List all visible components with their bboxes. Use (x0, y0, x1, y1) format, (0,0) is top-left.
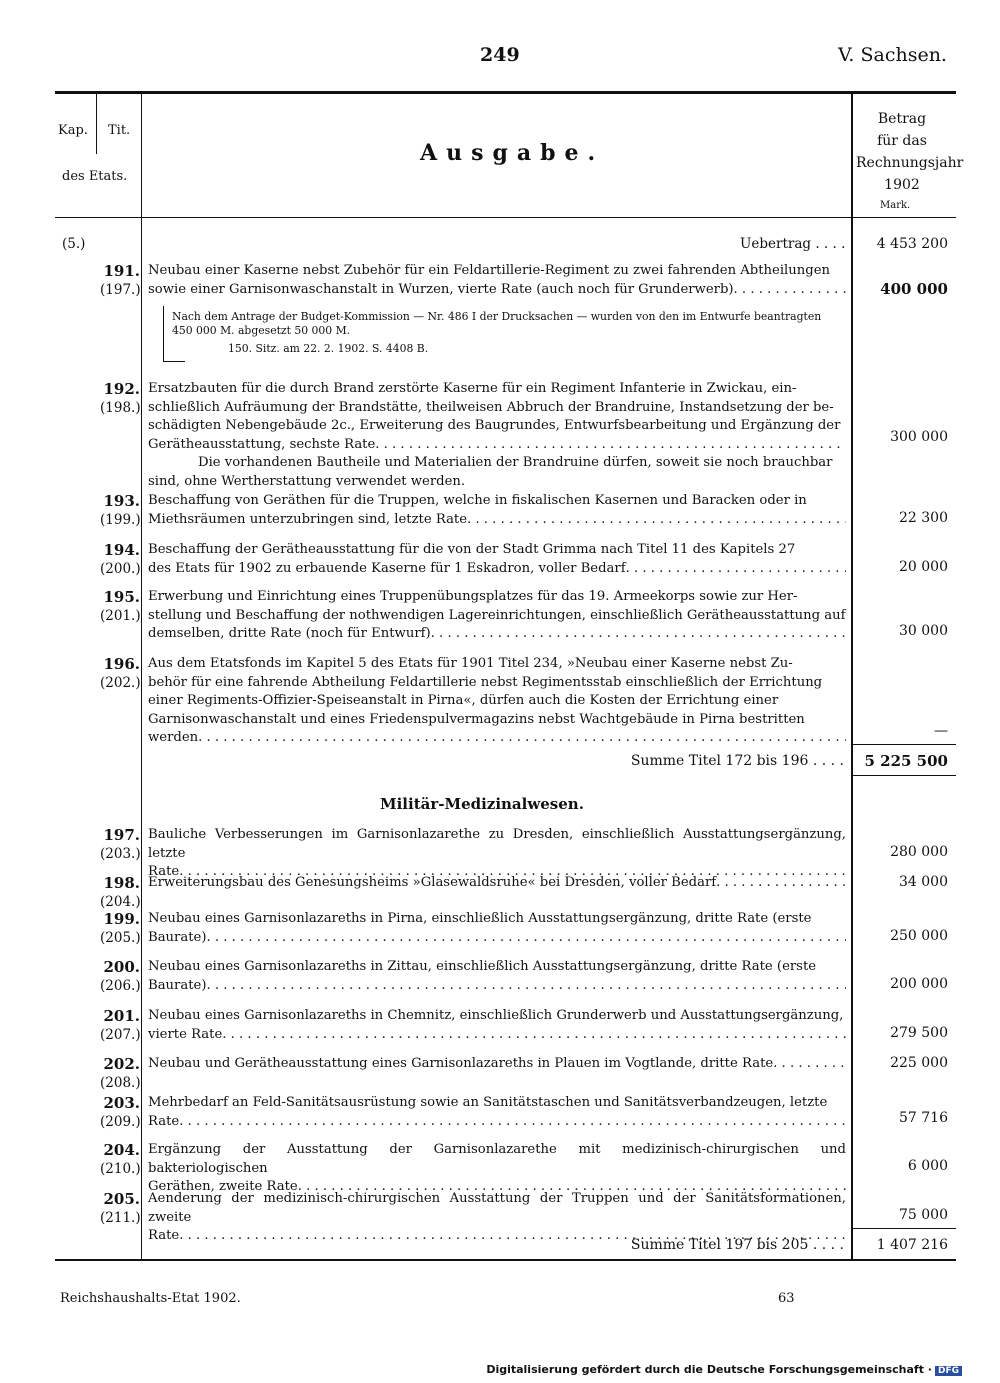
line: Neubau einer Kaserne nebst Zubehör für ein Feldartillerie-Regiment zu zwei fahrenden Abtheilungen (148, 263, 830, 278)
credit-line (486, 1363, 962, 1376)
entry-192-amount: 300 000 (890, 429, 948, 445)
old-no: (205.) (100, 930, 141, 946)
unit-header: Mark. (880, 200, 911, 211)
entry-198-amount: 34 000 (899, 874, 948, 890)
uebertrag-amount: 4 453 200 (876, 236, 948, 252)
line: Ergänzung der Ausstattung der Garnisonlazarethe mit medizinisch-chirurgischen und bakteriologischen (148, 1142, 846, 1176)
line: Mehrbedarf an Feld-Sanitätsausrüstung sowie an Sanitätstaschen und Sanitätsverbandzeugen, letzte (148, 1095, 828, 1110)
entry-205-amount: 75 000 (899, 1207, 948, 1223)
line: Aus dem Etatsfonds im Kapitel 5 des Etats für 1901 Titel 234, »Neubau einer Kaserne nebst Zu- (148, 656, 793, 671)
title-no: 203. (103, 1094, 140, 1112)
line: Erwerbung und Einrichtung eines Truppenübungsplatzes für das 19. Armeekorps sowie zur Her- (148, 589, 798, 604)
line: vierte Rate (148, 1026, 223, 1042)
entry-200-numbers (100, 958, 140, 995)
old-no: (206.) (100, 978, 141, 994)
credit-text: Digitalisierung gefördert durch die Deutsche Forschungsgemeinschaft · (486, 1363, 932, 1376)
uebertrag-text: Uebertrag (740, 236, 812, 252)
entry-191-text (148, 262, 846, 299)
old-no: (207.) (100, 1027, 141, 1043)
old-no: (199.) (100, 512, 141, 528)
extra-line: Die vorhandenen Bautheile und Materialien der Brandruine dürfen, soweit sie noch brauchbar (198, 455, 833, 471)
entry-202-amount: 225 000 (890, 1055, 948, 1071)
entry-197-amount: 280 000 (890, 844, 948, 860)
entry-192-text (148, 380, 846, 492)
line: Garnisonwaschanstalt und eines Friedenspulvermagazins nebst Wachtgebäude in Pirna bestritten (148, 711, 805, 727)
entry-205-numbers (100, 1190, 140, 1227)
line: werden (148, 730, 199, 746)
entry-198-text (148, 874, 846, 893)
sum-2-amount: 1 407 216 (876, 1237, 948, 1253)
title-no: 201. (103, 1007, 140, 1025)
title-no: 199. (103, 910, 140, 928)
kap-number: (5.) (62, 236, 86, 252)
divider-kap-tit (96, 94, 97, 154)
leader-line (148, 1055, 846, 1074)
old-no: (208.) (100, 1075, 141, 1091)
line: Gerätheausstattung, sechste Rate (148, 436, 376, 452)
entry-201-numbers (100, 1007, 140, 1044)
title-no: 197. (103, 826, 140, 844)
line: Neubau eines Garnisonlazareths in Pirna, einschließlich Ausstattungsergänzung, dritte Rate (erste (148, 911, 812, 926)
entry-201-text (148, 1007, 846, 1044)
line: Rate (148, 864, 180, 880)
line: Erweiterungsbau des Genesungsheims »Glasewaldsruhe« bei Dresden, voller Bedarf (148, 875, 717, 890)
leader-line (148, 1026, 846, 1045)
note-line: 150. Sitz. am 22. 2. 1902. S. 4408 B. (228, 342, 429, 355)
entry-193-amount: 22 300 (899, 510, 948, 526)
entry-204-text (148, 1141, 846, 1197)
title-no: 198. (103, 874, 140, 892)
entry-192-numbers (100, 380, 140, 417)
entry-194-text (148, 541, 846, 578)
kap-header: Kap. (58, 123, 88, 138)
entry-191-note (172, 310, 848, 356)
tit-header: Tit. (108, 123, 131, 138)
divider-right (851, 94, 853, 1259)
betrag-line-4: 1902 (884, 177, 920, 193)
betrag-header (856, 108, 964, 196)
entry-204-amount: 6 000 (907, 1158, 948, 1174)
entry-196-numbers (100, 655, 140, 692)
entry-198-numbers (100, 874, 140, 911)
old-no: (211.) (100, 1210, 141, 1226)
state-heading: V. Sachsen. (838, 44, 947, 66)
footer-left: Reichshaushalts-Etat 1902. (60, 1291, 241, 1306)
line: Ersatzbauten für die durch Brand zerstörte Kaserne für ein Regiment Infanterie in Zwickau, ein- (148, 381, 797, 396)
old-no: (197.) (100, 282, 141, 298)
line: des Etats für 1902 zu erbauende Kaserne für 1 Eskadron, voller Bedarf (148, 560, 626, 576)
entry-203-amount: 57 716 (899, 1110, 948, 1126)
entry-193-numbers (100, 492, 140, 529)
old-no: (200.) (100, 561, 141, 577)
entry-199-amount: 250 000 (890, 928, 948, 944)
old-no: (203.) (100, 846, 141, 862)
entry-199-text (148, 910, 846, 947)
entry-202-text (148, 1055, 846, 1074)
sum-rule (851, 775, 956, 776)
note-bracket-bottom (163, 361, 185, 362)
line: Baurate) (148, 977, 207, 993)
title-no: 195. (103, 588, 140, 606)
title-no: 193. (103, 492, 140, 510)
title-no: 196. (103, 655, 140, 673)
ausgabe-title: Ausgabe. (420, 140, 605, 166)
title-no: 194. (103, 541, 140, 559)
entry-194-amount: 20 000 (899, 559, 948, 575)
old-no: (202.) (100, 675, 141, 691)
leader-line (148, 281, 846, 300)
old-no: (204.) (100, 894, 141, 910)
note-bracket-top (163, 306, 164, 362)
note-line: 450 000 M. abgesetzt 50 000 M. (172, 324, 351, 337)
leader-line (148, 625, 846, 644)
leader-line (148, 436, 846, 455)
top-rule (55, 91, 956, 94)
des-etats-header: des Etats. (62, 169, 128, 184)
line: Beschaffung der Gerätheausstattung für die von der Stadt Grimma nach Titel 11 des Kapitels 27 (148, 542, 796, 557)
betrag-line-3: Rechnungsjahr (856, 155, 964, 171)
title-no: 200. (103, 958, 140, 976)
entry-202-numbers (100, 1055, 140, 1092)
line: behör für eine fahrende Abtheilung Feldartillerie nebst Regimentsstab einschließlich der Errichtung (148, 674, 823, 690)
old-no: (210.) (100, 1161, 141, 1177)
entry-203-text (148, 1094, 846, 1131)
entry-197-numbers (100, 826, 140, 863)
footer-center: 63 (778, 1291, 795, 1306)
line: Miethsräumen unterzubringen sind, letzte Rate (148, 511, 468, 527)
entry-196-text (148, 655, 846, 748)
sum-2-label: Summe Titel 197 bis 205 . . . . (630, 1237, 844, 1253)
sum-text: Summe Titel 172 bis 196 (630, 753, 809, 769)
entry-195-text (148, 588, 846, 644)
sum-1-label: Summe Titel 172 bis 196 . . . . (630, 753, 844, 769)
entry-200-amount: 200 000 (890, 976, 948, 992)
entry-195-amount: 30 000 (899, 623, 948, 639)
entry-191-numbers (100, 262, 140, 299)
line: sowie einer Garnisonwaschanstalt in Wurzen, vierte Rate (auch noch für Grunderwerb) (148, 281, 734, 297)
betrag-line-1: Betrag (877, 111, 927, 127)
entry-203-numbers (100, 1094, 140, 1131)
line: Geräthen, zweite Rate (148, 1179, 298, 1195)
betrag-line-2: für das (877, 133, 927, 149)
title-no: 205. (103, 1190, 140, 1208)
line: Neubau eines Garnisonlazareths in Zittau, einschließlich Ausstattungsergänzung, dritte Rate (erste (148, 959, 817, 974)
line: Baurate) (148, 929, 207, 945)
entry-204-numbers (100, 1141, 140, 1178)
extra-line: sind, ohne Wertherstattung verwendet werden. (148, 473, 466, 489)
dfg-logo: DFG (935, 1366, 962, 1376)
line: stellung und Beschaffung der nothwendigen Lagereinrichtungen, einschließlich Gerätheausstattung auf (148, 607, 846, 623)
bottom-rule (55, 1259, 956, 1261)
line: schädigten Nebengebäude 2c., Erweiterung des Baugrundes, Entwurfsbearbeitung und Ergänzung der (148, 418, 841, 434)
sum-1-amount: 5 225 500 (864, 752, 948, 770)
sum-text: Summe Titel 197 bis 205 (630, 1237, 809, 1253)
title-no: 202. (103, 1055, 140, 1073)
leader-line (148, 1113, 846, 1132)
line: demselben, dritte Rate (noch für Entwurf) (148, 626, 431, 642)
leader-line (148, 511, 846, 530)
uebertrag-label: Uebertrag . . . . (740, 236, 846, 252)
title-no: 192. (103, 380, 140, 398)
old-no: (198.) (100, 400, 141, 416)
entry-194-numbers (100, 541, 140, 578)
divider-left (141, 94, 142, 1259)
note-line: Nach dem Antrage der Budget-Kommission — Nr. 486 I der Drucksachen — wurden von den im Entwurfe beantragten (172, 310, 822, 323)
entry-196-amount: — (934, 723, 948, 739)
leader-line (148, 874, 846, 893)
leader-line (148, 977, 846, 996)
line: Bauliche Verbesserungen im Garnisonlazarethe zu Dresden, einschließlich Ausstattungsergänzung, letzte (148, 827, 846, 861)
line: Neubau eines Garnisonlazareths in Chemnitz, einschließlich Grunderwerb und Ausstattungsergänzung, (148, 1008, 844, 1023)
line: Neubau und Gerätheausstattung eines Garnisonlazareths in Plauen im Vogtlande, dritte Rate (148, 1056, 774, 1071)
leader-line (148, 729, 846, 748)
header-rule (55, 217, 956, 218)
sum-rule (851, 1228, 956, 1229)
old-no: (201.) (100, 608, 141, 624)
entry-201-amount: 279 500 (890, 1025, 948, 1041)
line: Rate (148, 1113, 180, 1129)
leader-line (148, 929, 846, 948)
line: schließlich Aufräumung der Brandstätte, theilweisen Abbruch der Brandruine, Instandsetzung der be- (148, 399, 834, 415)
old-no: (209.) (100, 1114, 141, 1130)
page-number: 249 (480, 44, 520, 66)
line: Aenderung der medizinisch-chirurgischen Ausstattung der Truppen und der Sanitätsformationen, zweite (148, 1191, 846, 1225)
sum-rule (851, 744, 956, 745)
entry-193-text (148, 492, 846, 529)
title-no: 204. (103, 1141, 140, 1159)
entry-195-numbers (100, 588, 140, 625)
entry-191-amount: 400 000 (880, 280, 948, 298)
title-no: 191. (103, 262, 140, 280)
line: Beschaffung von Geräthen für die Truppen, welche in fiskalischen Kasernen und Baracken oder in (148, 493, 807, 508)
leader-line (148, 560, 846, 579)
line: Rate (148, 1228, 180, 1244)
entry-199-numbers (100, 910, 140, 947)
section-title: Militär-Medizinalwesen. (380, 795, 584, 813)
line: einer Regiments-Offizier-Speiseanstalt in Pirna«, dürfen auch die Kosten der Errichtung einer (148, 693, 779, 709)
entry-200-text (148, 958, 846, 995)
